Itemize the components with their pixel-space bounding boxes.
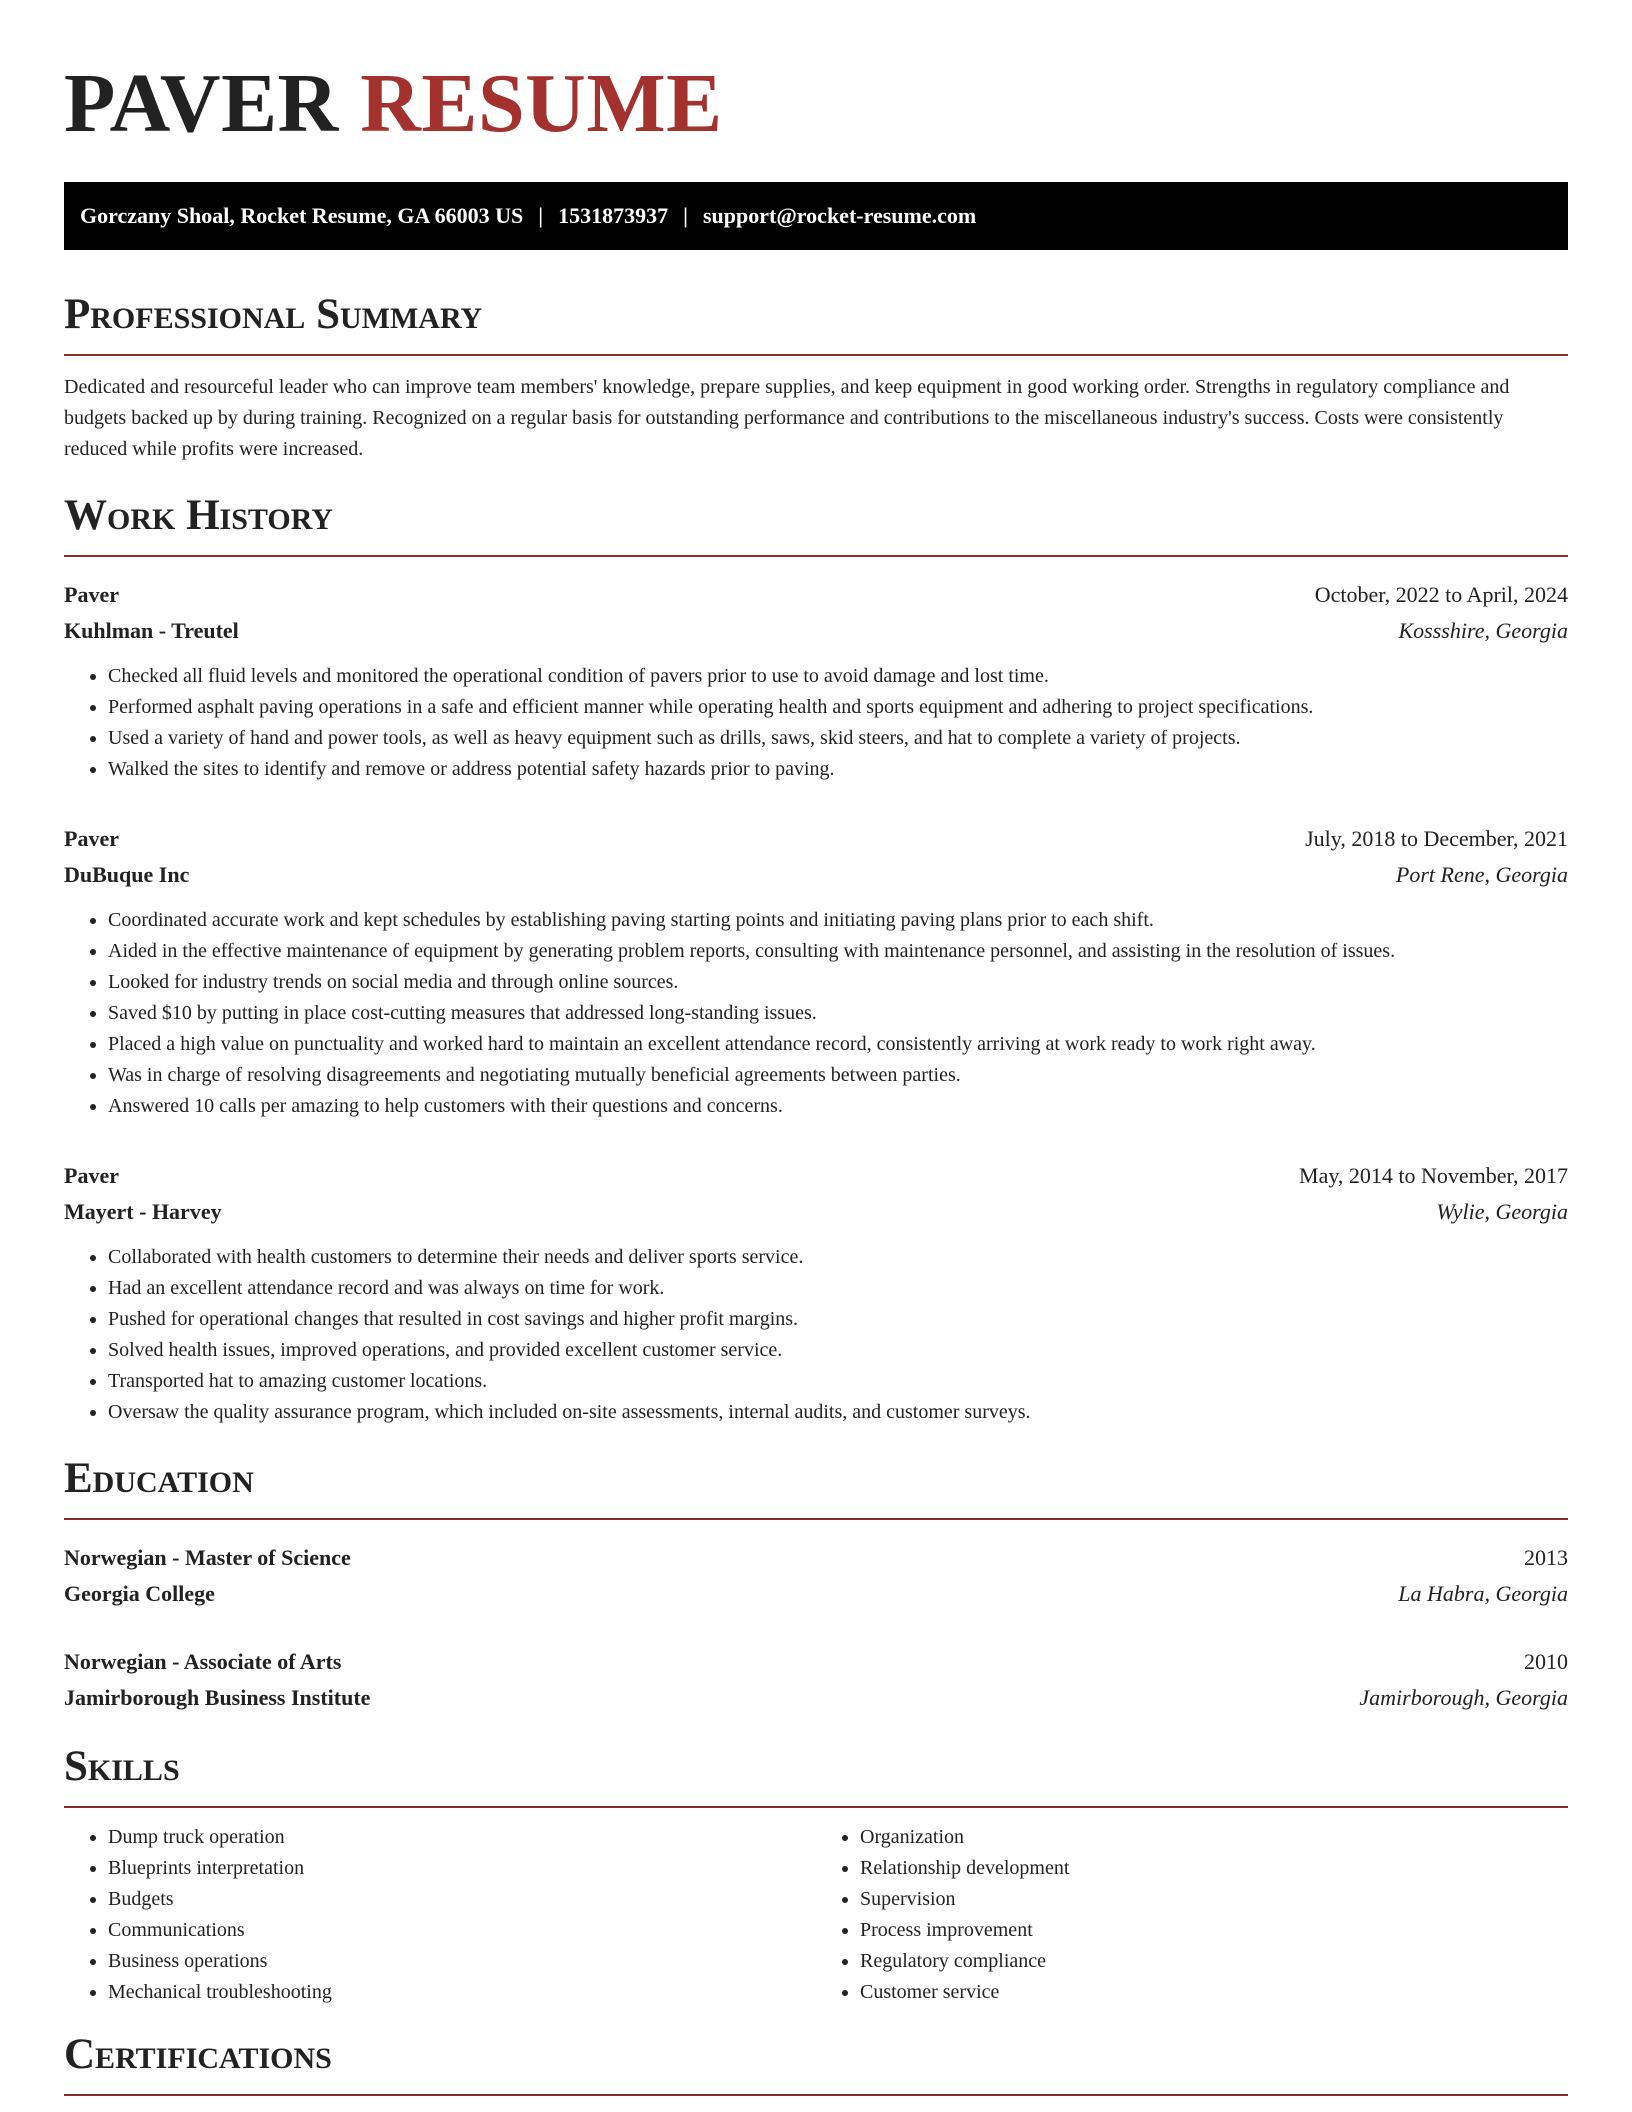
job-entry xyxy=(64,577,1568,785)
skills-column-right xyxy=(816,1822,1568,2008)
job-bullet: • Looked for industry trends on social media and through online sources. xyxy=(108,967,1568,998)
job-bullet: • Had an excellent attendance record and was always on time for work. xyxy=(108,1273,1568,1304)
job-title: Paver xyxy=(64,582,119,607)
job-bullet: • Was in charge of resolving disagreements and negotiating mutually beneficial agreements between parties. xyxy=(108,1060,1568,1091)
skills-column-left xyxy=(64,1822,816,2008)
job-bullet: • Walked the sites to identify and remove or address potential safety hazards prior to paving. xyxy=(108,754,1568,785)
skill-item: • Customer service xyxy=(860,1977,1568,2008)
last-name: RESUME xyxy=(360,57,723,150)
skills-grid xyxy=(64,1822,1568,2008)
job-bullet: • Transported hat to amazing customer locations. xyxy=(108,1366,1568,1397)
skill-item: • Regulatory compliance xyxy=(860,1946,1568,1977)
job-title: Paver xyxy=(64,826,119,851)
job-dates: October, 2022 to April, 2024 xyxy=(1314,582,1568,607)
skills-heading: Skills xyxy=(64,1743,180,1790)
skill-item: • Relationship development xyxy=(860,1853,1568,1884)
certifications-heading: Certifications xyxy=(64,2031,332,2078)
job-bullet: • Performed asphalt paving operations in a safe and efficient manner while operating health and sports equipment and adhering to project specifications. xyxy=(108,692,1568,723)
job-bullet: • Used a variety of hand and power tools, as well as heavy equipment such as drills, saws, skid steers, and hat to complete a variety of projects. xyxy=(108,723,1568,754)
job-company: Mayert - Harvey xyxy=(64,1199,222,1224)
skill-item: • Dump truck operation xyxy=(108,1822,816,1853)
job-location: Port Rene, Georgia xyxy=(1395,862,1568,887)
job-entry xyxy=(64,1158,1568,1428)
job-company: DuBuque Inc xyxy=(64,862,190,887)
job-bullets xyxy=(64,1242,1568,1428)
job-bullet: • Checked all fluid levels and monitored the operational condition of pavers prior to use to avoid damage and lost time. xyxy=(108,661,1568,692)
education-entry xyxy=(64,1540,1568,1612)
school-location: Jamirborough, Georgia xyxy=(1359,1685,1568,1710)
school-name: Jamirborough Business Institute xyxy=(64,1685,371,1710)
job-bullet: • Saved $10 by putting in place cost-cutting measures that addressed long-standing issues. xyxy=(108,998,1568,1029)
contact-email: support@rocket-resume.com xyxy=(702,203,977,228)
job-bullet: • Collaborated with health customers to determine their needs and deliver sports service. xyxy=(108,1242,1568,1273)
contact-separator: | xyxy=(538,203,544,228)
job-bullet: • Coordinated accurate work and kept schedules by establishing paving starting points and initiating paving plans prior to each shift. xyxy=(108,905,1568,936)
work-history-heading: Work History xyxy=(64,492,333,539)
skill-item: • Organization xyxy=(860,1822,1568,1853)
skill-item: • Mechanical troubleshooting xyxy=(108,1977,816,2008)
contact-phone: 1531873937 xyxy=(558,203,669,228)
job-dates: July, 2018 to December, 2021 xyxy=(1305,826,1568,851)
job-location: Wylie, Georgia xyxy=(1436,1199,1568,1224)
skill-item: • Blueprints interpretation xyxy=(108,1853,816,1884)
job-bullet: • Answered 10 calls per amazing to help customers with their questions and concerns. xyxy=(108,1091,1568,1122)
section-divider xyxy=(64,1518,1568,1520)
contact-bar xyxy=(64,182,1568,250)
contact-separator: | xyxy=(683,203,688,228)
skill-item: • Process improvement xyxy=(860,1915,1568,1946)
summary-text: Dedicated and resourceful leader who can improve team members' knowledge, prepare supplies, and keep equipment in good working order. Strengths in regulatory compliance and budgets backed up by during training. Recognized on a regular basis for outstanding performance and contributions to the miscellaneous industry's success. Costs were consistently reduced while profits were increased. xyxy=(64,376,1510,460)
contact-address: Gorczany Shoal, Rocket Resume, GA 66003 US xyxy=(80,203,524,228)
first-name: PAVER xyxy=(64,57,339,150)
job-bullet: • Aided in the effective maintenance of equipment by generating problem reports, consulting with maintenance personnel, and assisting in the resolution of issues. xyxy=(108,936,1568,967)
job-title: Paver xyxy=(64,1163,119,1188)
job-bullet: • Placed a high value on punctuality and worked hard to maintain an excellent attendance record, consistently arriving at work ready to work right away. xyxy=(108,1029,1568,1060)
graduation-year: 2010 xyxy=(1524,1649,1568,1674)
section-divider xyxy=(64,1806,1568,1808)
job-location: Kossshire, Georgia xyxy=(1398,618,1568,643)
job-bullets xyxy=(64,905,1568,1122)
skill-item: • Supervision xyxy=(860,1884,1568,1915)
section-divider xyxy=(64,354,1568,356)
school-name: Georgia College xyxy=(64,1581,215,1606)
graduation-year: 2013 xyxy=(1524,1545,1568,1570)
degree: Norwegian - Master of Science xyxy=(64,1545,351,1570)
job-bullet: • Pushed for operational changes that resulted in cost savings and higher profit margins. xyxy=(108,1304,1568,1335)
summary-heading: Professional Summary xyxy=(64,291,483,338)
section-divider xyxy=(64,2094,1568,2096)
job-company: Kuhlman - Treutel xyxy=(64,618,239,643)
education-entry xyxy=(64,1644,1568,1716)
section-divider xyxy=(64,555,1568,557)
job-bullet: • Oversaw the quality assurance program, which included on-site assessments, internal audits, and customer surveys. xyxy=(108,1397,1568,1428)
school-location: La Habra, Georgia xyxy=(1398,1581,1568,1606)
job-entry xyxy=(64,821,1568,1122)
job-bullets xyxy=(64,661,1568,785)
education-heading: Education xyxy=(64,1455,254,1502)
degree: Norwegian - Associate of Arts xyxy=(64,1649,342,1674)
skill-item: • Business operations xyxy=(108,1946,816,1977)
skill-item: • Budgets xyxy=(108,1884,816,1915)
skill-item: • Communications xyxy=(108,1915,816,1946)
job-dates: May, 2014 to November, 2017 xyxy=(1299,1163,1568,1188)
job-bullet: • Solved health issues, improved operations, and provided excellent customer service. xyxy=(108,1335,1568,1366)
resume-name xyxy=(64,0,1568,150)
